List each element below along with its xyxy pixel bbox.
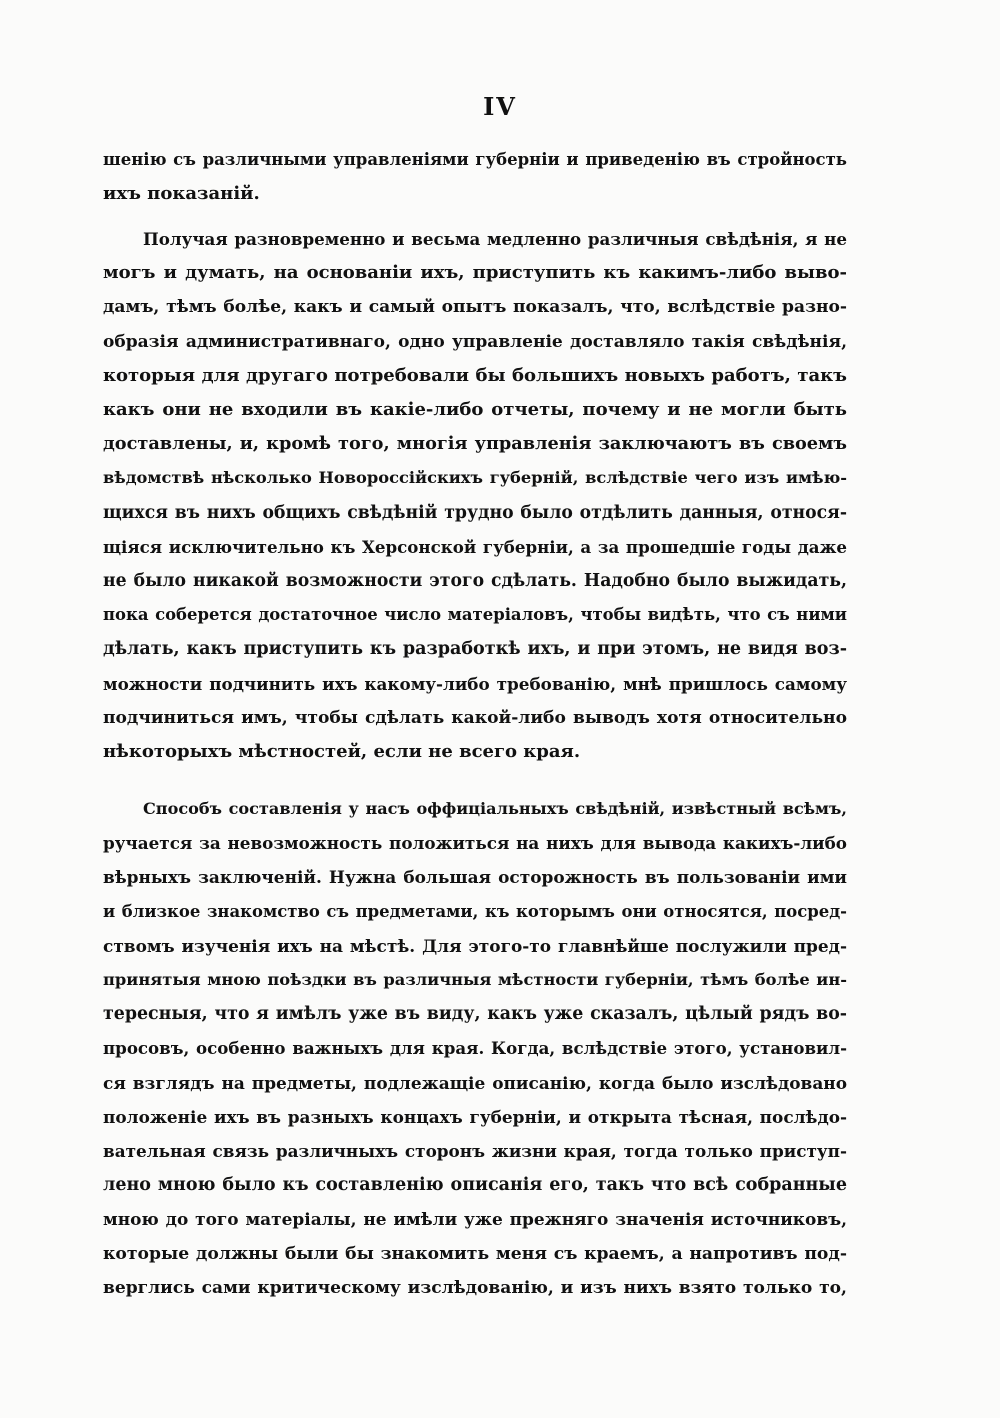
text-line: Получая разновременно и весьма медленно различныя свѣдѣнія, я не — [143, 229, 847, 249]
text-line: пока соберется достаточное число матеріаловъ, чтобы видѣть, что съ ними — [103, 605, 847, 625]
text-line: дѣлать, какъ приступить къ разработкѣ ихъ, и при этомъ, не видя воз- — [103, 639, 847, 660]
text-line: нѣкоторыхъ мѣстностей, если не всего края. — [103, 741, 581, 763]
text-line: Способъ составленія у насъ оффиціальныхъ свѣдѣній, извѣстный всѣмъ, — [143, 799, 847, 818]
text-line: ствомъ изученія ихъ на мѣстѣ. Для этого-то главнѣйше послужили пред- — [103, 935, 847, 956]
text-line: щіяся исключительно къ Херсонской губерніи, а за прошедшіе годы даже — [103, 536, 847, 557]
paragraph — [103, 222, 847, 769]
paragraph-continuation — [103, 143, 847, 211]
text-line: щихся въ нихъ общихъ свѣдѣній трудно было отдѣлить данныя, относя- — [103, 502, 847, 523]
text-line: просовъ, особенно важныхъ для края. Когда, вслѣдствіе этого, установил- — [103, 1038, 847, 1059]
text-line: и близкое знакомство съ предметами, къ которымъ они относятся, посред- — [103, 901, 847, 921]
text-line: доставлены, и, кромѣ того, многія управленія заключаютъ въ своемъ — [103, 433, 847, 455]
page-number: IV — [483, 92, 517, 121]
text-line: не было никакой возможности этого сдѣлать. Надобно было выжидать, — [103, 571, 847, 592]
text-line: принятыя мною поѣздки въ различныя мѣстности губерніи, тѣмъ болѣе ин- — [103, 970, 847, 990]
paragraph — [103, 792, 847, 1305]
text-line: положеніе ихъ въ разныхъ концахъ губерніи, и открыта тѣсная, послѣдо- — [103, 1106, 847, 1127]
text-line: которыя для другаго потребовали бы большихъ новыхъ работъ, такъ — [103, 364, 847, 386]
text-line: вѣдомствѣ нѣсколько Новороссійскихъ губерній, вслѣдствіе чего изъ имѣю- — [103, 468, 847, 488]
text-line: могъ и думать, на основаніи ихъ, приступить къ какимъ-либо выво- — [103, 262, 847, 284]
text-line: ихъ показаній. — [103, 183, 260, 205]
text-line: подчиниться имъ, чтобы сдѣлать какой-либо выводъ хотя относительно — [103, 707, 847, 728]
text-line: можности подчинить ихъ какому-либо требованію, мнѣ пришлось самому — [103, 673, 847, 694]
text-line: которые должны были бы знакомить меня съ краемъ, а напротивъ под- — [103, 1243, 847, 1264]
text-line: дамъ, тѣмъ болѣе, какъ и самый опытъ показалъ, что, вслѣдствіе разно- — [103, 297, 847, 318]
text-line: образія административнаго, одно управленіе доставляло такія свѣдѣнія, — [103, 331, 847, 352]
text-line: ся взглядъ на предметы, подлежащіе описанію, когда было изслѣдовано — [103, 1072, 847, 1093]
text-line: какъ они не входили въ какіе-либо отчеты, почему и не могли быть — [103, 399, 847, 421]
text-line: верглись сами критическому изслѣдованію, и изъ нихъ взято только то, — [103, 1277, 847, 1298]
text-line: вательная связь различныхъ сторонъ жизни края, тогда только приступ- — [103, 1141, 847, 1162]
text-line: шенію съ различными управленіями губерніи и приведенію въ стройность — [103, 150, 847, 169]
text-line: лено мною было къ составленію описанія его, такъ что всѣ собранные — [103, 1175, 847, 1196]
text-line: мною до того матеріалы, не имѣли уже прежняго значенія источниковъ, — [103, 1209, 847, 1230]
text-line: тересныя, что я имѣлъ уже въ виду, какъ уже сказалъ, цѣлый рядъ во- — [103, 1004, 847, 1025]
text-line: вѣрныхъ заключеній. Нужна большая осторожность въ пользованіи ими — [103, 867, 847, 888]
text-line: ручается за невозможность положиться на нихъ для вывода какихъ-либо — [103, 833, 847, 854]
